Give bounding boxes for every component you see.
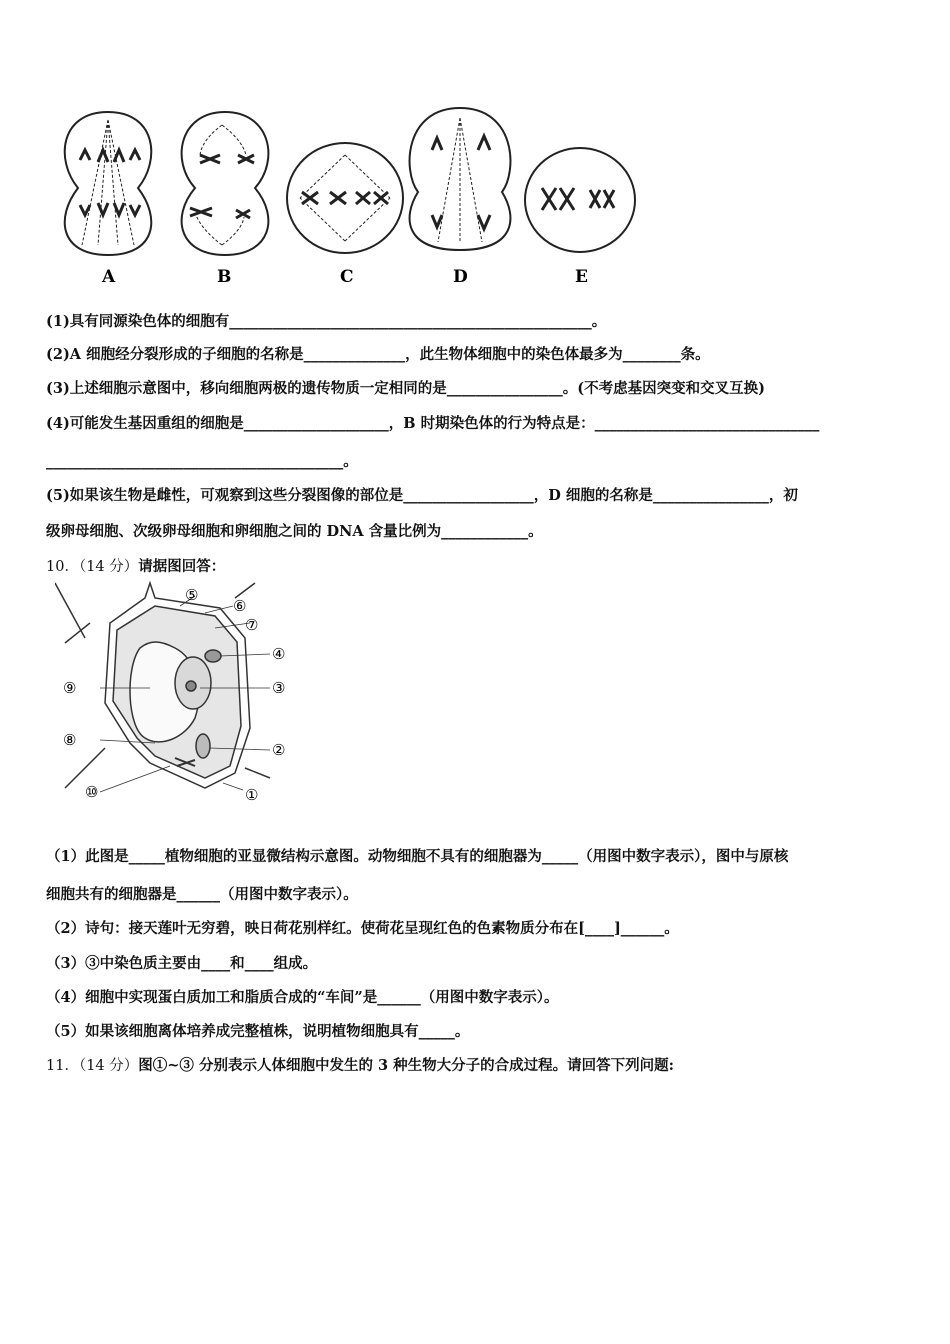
plant-cell-figure: [55, 578, 305, 818]
label-10: ⑩: [85, 783, 99, 801]
q10-number: 10．（14 分）: [46, 559, 139, 575]
label-3: ③: [272, 679, 286, 697]
cell-a-diagram: [65, 112, 152, 255]
q9-item-2: (2)A 细胞经分裂形成的子细胞的名称是______________，此生物体细胞中的染色体最多为________条。: [46, 346, 710, 363]
label-7: ⑦: [245, 616, 259, 634]
q10-item-1-line1: （1）此图是_____植物细胞的亚显微结构示意图。动物细胞不具有的细胞器为_____（用图中数字表示），图中与原核: [46, 848, 789, 865]
label-2: ②: [272, 741, 286, 759]
cell-label-d: D: [453, 267, 468, 287]
label-6: ⑥: [233, 597, 247, 615]
label-8: ⑧: [63, 731, 77, 749]
label-9: ⑨: [63, 679, 77, 697]
q10-header: [46, 557, 225, 577]
q9-item-1: (1)具有同源染色体的细胞有__________________________________________________。: [46, 313, 607, 330]
q9-item-5-line1: (5)如果该生物是雌性，可观察到这些分裂图像的部位是__________________，D 细胞的名称是________________，初: [46, 487, 798, 504]
q9-item-5-line2: 级卵母细胞、次级卵母细胞和卵细胞之间的 DNA 含量比例为____________。: [46, 523, 543, 540]
q9-item-4-line2: _________________________________________。: [46, 453, 358, 470]
cell-label-c: C: [340, 267, 354, 287]
cell-d-diagram: [410, 108, 511, 250]
label-4: ④: [272, 645, 286, 663]
q10-item-3: （3）③中染色质主要由____和____组成。: [46, 955, 318, 972]
q9-item-4-line1: (4)可能发生基因重组的细胞是____________________，B 时期染色体的行为特点是：_______________________________: [46, 415, 820, 432]
label-5: ⑤: [185, 586, 199, 604]
q11-number: 11．（14 分）: [46, 1058, 139, 1074]
q11-header: [46, 1056, 674, 1076]
q10-item-1-line2: 细胞共有的细胞器是______（用图中数字表示）。: [46, 886, 358, 903]
cell-label-e: E: [575, 267, 588, 287]
q9-item-3: (3)上述细胞示意图中，移向细胞两极的遗传物质一定相同的是________________。(不考虑基因突变和交叉互换): [46, 380, 766, 397]
cell-label-b: B: [217, 267, 232, 287]
cell-c-diagram: [287, 143, 403, 253]
q11-prompt: 图①~③ 分别表示人体细胞中发生的 3 种生物大分子的合成过程。请回答下列问题:: [138, 1057, 674, 1074]
cell-division-figure: [40, 100, 660, 290]
q10-prompt: 请据图回答：: [138, 558, 226, 575]
cell-b-diagram: [182, 112, 269, 255]
cell-label-a: A: [102, 267, 116, 287]
q10-item-2: （2）诗句：接天莲叶无穷碧，映日荷花别样红。使荷花呈现红色的色素物质分布在[____]______。: [46, 920, 679, 937]
q10-item-5: （5）如果该细胞离体培养成完整植株，说明植物细胞具有_____。: [46, 1023, 470, 1040]
q10-item-4: （4）细胞中实现蛋白质加工和脂质合成的“车间”是______（用图中数字表示）。: [46, 989, 559, 1006]
label-1: ①: [245, 786, 259, 804]
cell-e-diagram: [525, 148, 635, 252]
